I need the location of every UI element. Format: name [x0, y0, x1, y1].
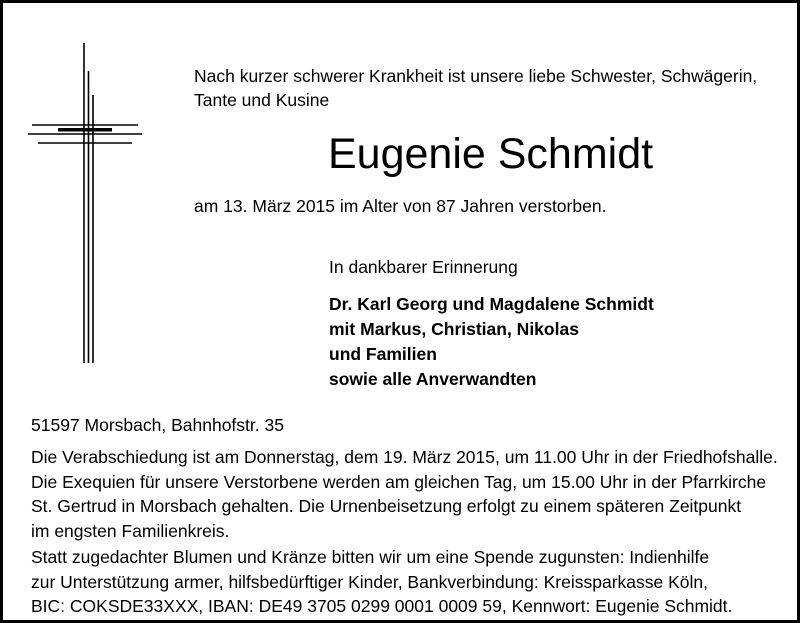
mourner-line: sowie alle Anverwandten [329, 369, 537, 389]
ceremony-line: im engsten Familienkreis. [31, 520, 230, 541]
mourner-line: Dr. Karl Georg und Magdalene Schmidt [329, 294, 654, 314]
mourner-line: mit Markus, Christian, Nikolas [329, 319, 579, 339]
intro-line: Nach kurzer schwerer Krankheit ist unsere liebe Schwester, Schwägerin, [194, 66, 758, 86]
memory-line: In dankbarer Erinnerung [329, 257, 518, 277]
donation-line: zur Unterstützung armer, hilfsbedürftiger Kinder, Bankverbindung: Kreissparkasse Köln, [31, 571, 709, 592]
intro-line: Tante und Kusine [194, 90, 330, 110]
death-notice: am 13. März 2015 im Alter von 87 Jahren verstorben. [194, 196, 607, 216]
mourner-line: und Familien [329, 344, 437, 364]
donation-paragraph [31, 545, 732, 619]
intro-text [194, 64, 757, 112]
mourners-list [329, 292, 654, 392]
ceremony-line: Die Exequien für unsere Verstorbene werden am gleichen Tag, um 15.00 Uhr in der Pfarrkirche [31, 471, 767, 492]
donation-line: Statt zugedachter Blumen und Kränze bitten wir um eine Spende zugunsten: Indienhilfe [31, 547, 710, 567]
ceremony-line: St. Gertrud in Morsbach gehalten. Die Urnenbeisetzung erfolgt zu einem späteren Zeitpunkt [31, 496, 742, 516]
address: 51597 Morsbach, Bahnhofstr. 35 [31, 415, 284, 435]
ceremony-line: Die Verabschiedung ist am Donnerstag, dem 19. März 2015, um 11.00 Uhr in der Friedhofshalle. [31, 447, 778, 467]
donation-line: BIC: COKSDE33XXX, IBAN: DE49 3705 0299 0001 0009 59, Kennwort: Eugenie Schmidt. [31, 596, 733, 616]
deceased-name: Eugenie Schmidt [328, 130, 654, 178]
cross-icon [28, 43, 142, 363]
ceremony-paragraph [31, 445, 778, 543]
